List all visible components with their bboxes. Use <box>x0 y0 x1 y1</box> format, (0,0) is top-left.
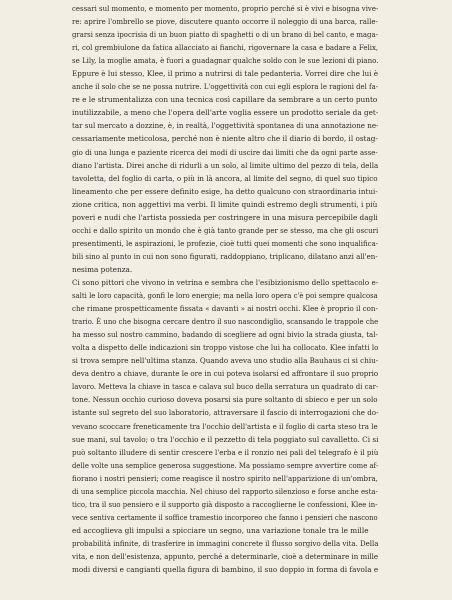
text-line: poveri e nudi che l'artista possieda per costringere in una misura percepibile dagli <box>72 212 378 222</box>
text-line: anche il solo che se ne possa nutrire. L'oggettività con cui egli esplora le ragioni del fa- <box>72 82 379 92</box>
text-line: modi diversi e cangianti quella figura di bambino, il suo doppio in forma di favola e <box>72 565 379 575</box>
text-line: vece sentiva certamente il soffice tramestio incorporeo che fanno i pensieri che nascono <box>72 512 378 522</box>
text-line: inutilizzabile, a meno che l'opera dell'arte voglia essere un prodotto seriale da get- <box>72 108 379 118</box>
text-line: ed accoglieva gli impulsi a spicciare un segno, una variazione tonale tra le mille <box>72 525 369 535</box>
text-line: delle volte una semplice generosa suggestione. Ma possiamo sempre avvertire come af- <box>72 460 379 470</box>
text-line: se Lily, la moglie amata, è fuori a guadagnar qualche soldo con le sue lezioni di piano. <box>72 56 379 66</box>
text-line: può soltanto illudere di sentir crescere l'erba e il ronzio nei pali del telegrafo è il più <box>72 447 379 457</box>
text-line: cessari sul momento, e momento per momento, proprio perché si è vivi e bisogna vive- <box>72 4 379 13</box>
text-line: probabilità infinite, di trasferire in immagini concrete il flusso sorgivo della vita. Della <box>72 538 379 548</box>
text-line: presentimenti, le aspirazioni, le profezie, cioè tutti quei momenti che sono inqualifica- <box>72 238 379 248</box>
text-line: tar sul mercato a dozzine, è, in realtà, l'oggettività spontanea di una annotazione ne- <box>72 121 379 131</box>
text-line: si trova sempre nell'ultima stanza. Quando aveva uno studio alla Bauhaus ci si chiu- <box>72 356 379 366</box>
text-line: zione critica, non aggettivi ma verbi. Il limite quindi estremo degli strumenti, i più <box>72 199 378 209</box>
text-line: Eppure è lui stesso, Klee, il primo a nutrirsi di tale pedanteria. Vorrei dire che lui è <box>72 69 379 79</box>
text-line: nesima potenza. <box>72 264 133 274</box>
text-line: diano l'artista. Direi anche di ridurli a un solo, al limite ultimo del pezzo di tela, della <box>72 160 379 170</box>
text-line: salti le loro capacità, gonfi le loro energie; ma nella loro opera c'è poi sempre qualcosa <box>72 291 378 301</box>
text-line: lavoro. Metteva la chiave in tasca e calava sul buco della serratura un quadrato di car- <box>72 382 379 392</box>
text-line: ha messo sul nostro cammino, badando di scegliere ad ogni bivio la strada giusta, tal- <box>72 330 378 340</box>
text-line: Ci sono pittori che vivono in vetrina e sembra che l'esibizionismo dello spettacolo e- <box>72 277 379 287</box>
text-line: tico, tra il suo pensiero e il supporto già disposto a raccoglierne le confessioni, Klee in- <box>72 499 378 509</box>
text-line: grarsi senza ipocrisia di un buon piatto di spaghetti o di un brano di bel canto, e maga- <box>72 30 378 40</box>
text-line: deva dentro a chiave, durante le ore in cui poteva isolarsi ed affrontare il suo proprio <box>72 369 379 379</box>
text-line: vita, e non dell'esistenza, appunto, perché a determinarle, cioè a determinare in mille <box>72 551 379 561</box>
text-line: volta a dispetto delle indicazioni sin troppo vistose che lui ha collocato. Klee infatti lo <box>72 343 379 353</box>
text-line: ri, col grembiulone da fatica allacciato ai fianchi, rigovernare la casa e badare a Felix, <box>72 43 379 53</box>
text-line: tavoletta, del foglio di carta, o più in là ancora, al limite del segno, di quel suo tipico <box>72 173 378 183</box>
text-line: bili sino al punto in cui non sono figurati, raddoppiano, triplicano, dilatano anzi all'en- <box>72 251 378 261</box>
text-line: occhi e dallo spirito un mondo che è già tanto grande per se stesso, ma che gli oscuri <box>72 225 379 235</box>
text-line: di una semplice piccola macchia. Nel chiuso del rapporto silenzioso e forse anche esta- <box>72 486 378 496</box>
text-line: re: aprire l'ombrello se piove, discutere quanto occorre il noleggio di una barca, ralle- <box>72 17 378 27</box>
text-line: fiorano i nostri pensieri; come reagisce il nostro spirito nell'apparizione di un'ombra, <box>72 473 378 483</box>
text-line: tone. Nessun occhio curioso doveva posarsi sia pure soltanto di sbieco e per un solo <box>72 395 378 405</box>
text-line: che rimane prospetticamente fissata « davanti » ai nostri occhi. Klee è proprio il con- <box>72 304 378 314</box>
text-line: istante sul segreto del suo laboratorio, attraversare il fascio di interrogazioni che do- <box>72 408 379 418</box>
text-line: trario. È uno che bisogna cercare dentro il suo nascondiglio, scansando le trappole che <box>72 317 379 327</box>
text-line: gio di una lunga e paziente ricerca dei modi di uscire dai limiti che da ogni parte asse- <box>72 147 378 157</box>
body-text <box>72 2 378 576</box>
text-line: lineamento che per essere definito esige, ha detto qualcuno con straordinaria intui- <box>72 186 378 196</box>
text-line: sue mani, sul tavolo; o tra l'occhio e il pezzetto di tela poggiato sul cavalletto. Ci si <box>72 434 379 444</box>
text-line: vevano scoccare freneticamente tra l'occhio dell'artista e il foglio di carta steso tra le <box>72 421 378 431</box>
text-line: cessariamente meticolosa, perché non è niente altro che il diario di bordo, il ostag- <box>72 134 378 144</box>
text-line: re e le strumentalizza con una tecnica così capillare da sembrare a un certo punto <box>72 95 378 105</box>
